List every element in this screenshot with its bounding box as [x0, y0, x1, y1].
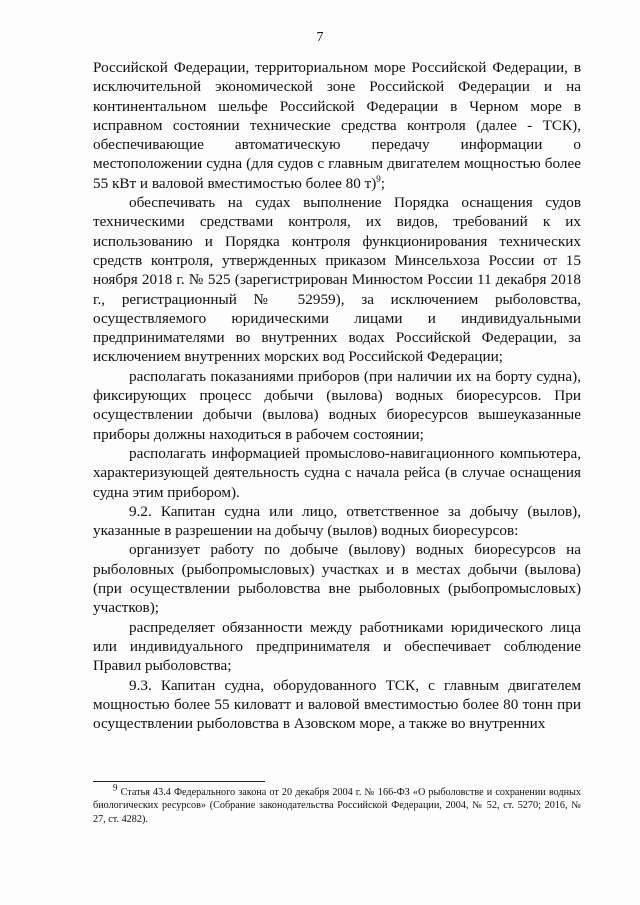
paragraph-7: распределяет обязанности между работниками юридического лица или индивидуального предпринимателя и обеспечивает соблюдение Правил рыболовства; [93, 618, 581, 675]
footnote-body: Статья 43.4 Федерального закона от 20 декабря 2004 г. № 166-ФЗ «О рыболовстве и сохранении водных биологических ресурсов» (Собрание законодательства Российской Федерации, 2004, № 52, ст. 5270; 2016, № 27, ст. 4282). [93, 787, 581, 825]
footnote [93, 782, 581, 826]
paragraph-6: организует работу по добыче (вылову) водных биоресурсов на рыболовных (рыбопромысловых) участках и в местах добычи (вылова) (при осуществлении рыболовства вне рыболовных (рыбопромысловых) участков); [93, 541, 581, 617]
page-number: 7 [316, 30, 324, 45]
paragraph-8: 9.3. Капитан судна, оборудованного ТСК, с главным двигателем мощностью более 55 киловатт и валовой вместимостью более 80 тонн при осуществлении рыболовства в Азовском море, а также во внутренних [93, 676, 581, 733]
paragraph-1 [93, 58, 581, 193]
footnote-divider [93, 781, 265, 782]
footnote-reference: 9 [376, 173, 381, 184]
paragraph-5: 9.2. Капитан судна или лицо, ответственное за добычу (вылов), указанные в разрешении на добычу (вылов) водных биоресурсов: [93, 502, 581, 540]
document-body [93, 58, 581, 733]
footnote-marker: 9 [113, 782, 118, 793]
paragraph-1-tail: ; [380, 174, 386, 192]
paragraph-4: располагать информацией промыслово-навигационного компьютера, характеризующей деятельность судна с начала рейса (в случае оснащения судна этим прибором). [93, 444, 581, 501]
paragraph-2: обеспечивать на судах выполнение Порядка оснащения судов техническими средствами контроля, их видов, требований к их использованию и Порядка контроля функционирования технических средств контроля, утвержденных приказом Минсельхоза России от 15 ноября 2018 г. № 525 (зарегистрирован Минюстом России 11 декабря 2018 г., регистрационный № 52959), за исключением рыболовства, осуществляемого юридическими лицами и индивидуальными предпринимателями во внутренних водах Российской Федерации, за исключением внутренних морских вод Российской Федерации; [93, 194, 581, 366]
paragraph-1-text: Российской Федерации, территориальном море Российской Федерации, в исключительной экономической зоне Российской Федерации и на континентальном шельфе Российской Федерации в Черном море в исправном состоянии технические средства контроля (далее - ТСК), обеспечивающие автоматическую передачу информации о местоположении судна (для судов с главным двигателем мощностью более 55 кВт и валовой вместимостью более 80 т) [93, 59, 581, 192]
paragraph-3: располагать показаниями приборов (при наличии их на борту судна), фиксирующих процесс добычи (вылова) водных биоресурсов. При осуществлении добычи (вылова) водных биоресурсов вышеуказанные приборы должны находиться в рабочем состоянии; [93, 367, 581, 443]
footnote-text [93, 782, 581, 826]
